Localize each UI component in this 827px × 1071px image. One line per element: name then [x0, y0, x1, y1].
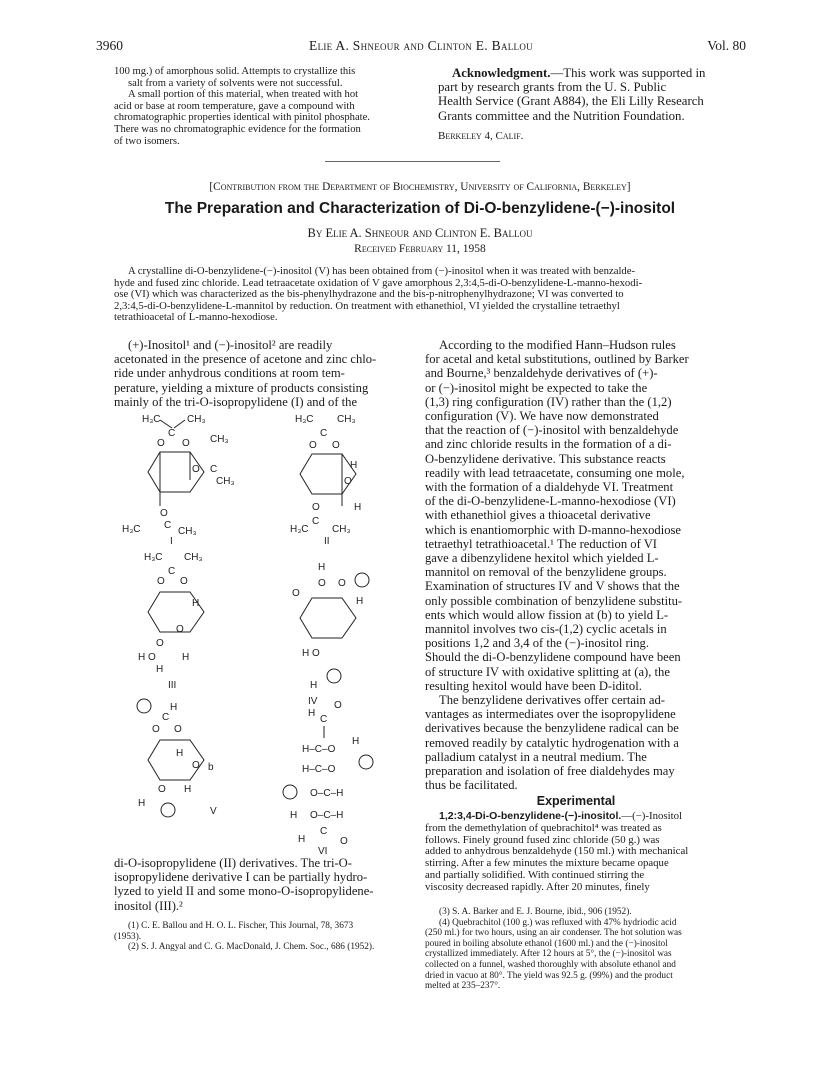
svg-text:C: C	[168, 428, 176, 439]
structure-III	[138, 552, 204, 691]
structure-II	[290, 414, 361, 547]
svg-text:C: C	[210, 464, 218, 475]
svg-text:b: b	[208, 762, 214, 773]
svg-text:O: O	[344, 476, 352, 487]
label-V: V	[210, 806, 217, 817]
svg-text:O: O	[176, 624, 184, 635]
label-III: III	[168, 680, 177, 691]
svg-text:H: H	[308, 708, 316, 719]
svg-text:H: H	[182, 652, 190, 663]
svg-text:O: O	[334, 700, 342, 711]
structure-VI	[283, 700, 373, 855]
svg-text:O: O	[180, 576, 188, 587]
svg-text:O: O	[182, 438, 190, 449]
contribution-line: [Contribution from the Department of Biochemistry, University of California, Berkeley]	[209, 181, 631, 193]
svg-text:H₃C: H₃C	[122, 524, 141, 535]
svg-text:H₃C: H₃C	[290, 524, 309, 535]
svg-text:O: O	[309, 440, 317, 451]
col2-discussion: According to the modified Hann–Hudson rules for acetal and ketal substitutions, outlined by Barker and Bourne,³ benzaldehyde derivatives of (+)- or (−)-inositol might be expected to take the (1,3) ring configuration (IV) rather than the (1,2) configuration (V). We have now demonstrated that the reaction of (−)-inositol with benzaldehyde and zinc chloride results in the formation of a di- O-benzylidene derivative. This substance reacts readily with lead tetraacetate, consuming one mole, with the formation of a dialdehyde VI. Treatment of the di-O-benzylidene-L-manno-hexodiose (VI) with ethanethiol gives a thioacetal derivative which is enantiomorphic with D-manno-hexodiose tetraethyl tetrathioacetal.¹ The reduction of VI gave a dibenzylidene hexitol which yielded L- mannitol on removal of the benzylidene groups. Examination of structures IV and V shows that the only possible combination of benzylidene substitu- ents which would allow fission at (b) to yield L- mannitol involves two cis-(1,2) cyclic acetals in positions 1,2 and 3,4 of the (−)-inositol ring. Should the di-O-benzylidene compound have been of structure IV with oxidative splitting at (a), the resulting hexitol would have been D-iditol. The benzylidene derivatives offer certain ad- vantages as intermediates over the isopropylidene derivatives because the benzylidene radical can be removed readily by catalytic hydrogenation with a palladium catalyst in a neutral medium. The preparation and isolation of free dialdehydes may thus be facilitated.	[425, 338, 689, 793]
col1-footnotes: (1) C. E. Ballou and H. O. L. Fischer, This Journal, 78, 3673 (1953). (2) S. J. Angyal and C. G. MacDonald, J. Chem. Soc., 686 (1952).	[114, 921, 375, 953]
structure-IV	[292, 562, 369, 707]
svg-text:CH₃: CH₃	[216, 476, 235, 487]
intro-paragraph: (+)-Inositol¹ and (−)-inositol² are readily acetonated in the presence of acetone and zinc chlo- ride under anhydrous conditions at room tem- perature, yielding a mixture of products consisting mainly of the tri-O-isopropylidene (I) and of the	[114, 338, 377, 409]
svg-text:CH₃: CH₃	[332, 524, 351, 535]
svg-text:O: O	[192, 760, 200, 771]
label-I: I	[170, 536, 173, 547]
svg-text:H O: H O	[302, 648, 320, 659]
received-date: Received February 11, 1958	[354, 243, 486, 255]
abstract: A crystalline di-O-benzylidene-(−)-inositol (V) has been obtained from (−)-inositol when it was treated with benzalde- hyde and fused zinc chloride. Lead tetraacetate oxidation of V gave amorphous 2,3:4,5-di-O-benzylidene-L-manno-hexodi- ose (VI) which was characterized as the bis-phenylhydrazone and the bis-p-nitrophenylhydrazone; VI was converted to 2,3:4,5-di-O-benzylidene-L-mannitol by reduction. On treatment with ethanethiol, VI yielded the crystalline tetraethyl tetrathioacetal of L-manno-hexodiose.	[114, 265, 643, 324]
svg-text:CH₃: CH₃	[184, 552, 203, 563]
svg-text:CH₃: CH₃	[210, 434, 229, 445]
svg-text:H: H	[176, 748, 184, 759]
svg-text:C: C	[312, 516, 320, 527]
svg-text:O: O	[192, 464, 200, 475]
col2-footnotes: (3) S. A. Barker and E. J. Bourne, ibid., 906 (1952). (4) Quebrachitol (100 g.) was refluxed with 47% hydriodic acid (250 ml.) for two hours, using an air condenser. The hot solution was poured in boiling absolute ethanol (1600 ml.) and the (−)-inositol crystallized immediately. After 12 hours at 5°, the (−)-inositol was collected on a funnel, washed thoroughly with absolute ethanol and dried in vacuo at 80°. The yield was 92.5 g. (99%) and the product melted at 235–237°.	[425, 907, 682, 992]
structures-figure	[112, 410, 412, 855]
svg-text:O: O	[318, 578, 326, 589]
label-VI: VI	[318, 846, 328, 855]
svg-text:O: O	[156, 638, 164, 649]
svg-text:C: C	[164, 520, 172, 531]
acknowledgment: Acknowledgment.—This work was supported in part by research grants from the U. S. Public Health Service (Grant A884), the Eli Lilly Research Grants committee and the Nutrition Foundation. Berkeley 4, Calif.	[438, 66, 728, 143]
svg-text:O: O	[158, 784, 166, 795]
svg-text:O: O	[160, 508, 168, 519]
svg-text:H₃C: H₃C	[142, 414, 161, 425]
svg-text:H–C–O: H–C–O	[302, 744, 336, 755]
svg-text:H: H	[352, 736, 360, 747]
svg-text:O: O	[174, 724, 182, 735]
svg-text:O–C–H: O–C–H	[310, 788, 344, 799]
byline: By Elie A. Shneour and Clinton E. Ballou	[307, 226, 533, 240]
svg-text:H: H	[184, 784, 192, 795]
svg-text:O: O	[152, 724, 160, 735]
svg-text:O: O	[312, 502, 320, 513]
ack-heading: Acknowledgment.	[452, 66, 551, 80]
svg-text:H–C–O: H–C–O	[302, 764, 336, 775]
svg-text:O: O	[338, 578, 346, 589]
label-II: II	[324, 536, 330, 547]
svg-text:H O: H O	[138, 652, 156, 663]
svg-text:C: C	[320, 826, 328, 837]
svg-text:H: H	[156, 664, 164, 675]
svg-text:C: C	[320, 714, 328, 725]
location: Berkeley 4, Calif.	[438, 129, 524, 142]
running-authors: Elie A. Shneour and Clinton E. Ballou	[309, 38, 533, 53]
svg-text:O: O	[292, 588, 300, 599]
experimental-text: 1,2:3,4-Di-O-benzylidene-(−)-inositol.—(−)-Inositol from the demethylation of quebrachitol⁴ was treated as follows. Finely ground fused zinc chloride (50 g.) was added to anhydrous benzaldehyde (150 ml.) with mechanical stirring. After a few minutes the mixture became opaque and partially solidified. With continued stirring the viscosity decreased rapidly. After 20 minutes, finely	[425, 810, 689, 893]
svg-text:H: H	[192, 598, 200, 609]
svg-text:H: H	[310, 680, 318, 691]
svg-text:CH₃: CH₃	[178, 526, 197, 537]
svg-text:H: H	[356, 596, 364, 607]
prev-article-text: 100 mg.) of amorphous solid. Attempts to crystallize this salt from a variety of solvents were not successful. A small portion of this material, when treated with hot acid or base at room temperature, gave a compound with chromatographic properties identical with pinitol phosphate. There was no chromatographic evidence for the formation of two isomers.	[114, 66, 370, 147]
svg-text:H: H	[354, 502, 362, 513]
svg-text:C: C	[162, 712, 170, 723]
volume-number: Vol. 80	[707, 38, 746, 53]
structure-V	[137, 699, 217, 817]
article-title: The Preparation and Characterization of Di-O-benzylidene-(−)-inositol	[164, 200, 676, 217]
experimental-heading: Experimental	[536, 794, 616, 808]
svg-text:CH₃: CH₃	[187, 414, 206, 425]
svg-text:H: H	[138, 798, 146, 809]
page-number: 3960	[96, 38, 123, 53]
svg-text:H: H	[290, 810, 298, 821]
svg-text:H: H	[350, 460, 358, 471]
col1-continuation: di-O-isopropylidene (II) derivatives. The tri-O- isopropylidene derivative I can be partially hydro- lyzed to yield II and some mono-O-isopropylidene- inositol (III).²	[114, 856, 374, 913]
svg-text:O: O	[332, 440, 340, 451]
exp-subheading: 1,2:3,4-Di-O-benzylidene-(−)-inositol.	[439, 810, 622, 822]
svg-text:H: H	[298, 834, 306, 845]
svg-text:H₃C: H₃C	[295, 414, 314, 425]
svg-text:C: C	[168, 566, 176, 577]
separator-rule	[325, 161, 500, 162]
svg-text:H: H	[318, 562, 326, 573]
svg-text:CH₃: CH₃	[337, 414, 356, 425]
svg-text:C: C	[320, 428, 328, 439]
svg-text:O: O	[340, 836, 348, 847]
svg-text:O: O	[157, 576, 165, 587]
structure-I	[122, 414, 235, 547]
svg-text:H: H	[170, 702, 178, 713]
svg-text:O: O	[157, 438, 165, 449]
svg-text:O–C–H: O–C–H	[310, 810, 344, 821]
svg-text:H₃C: H₃C	[144, 552, 163, 563]
label-IV: IV	[308, 696, 318, 707]
